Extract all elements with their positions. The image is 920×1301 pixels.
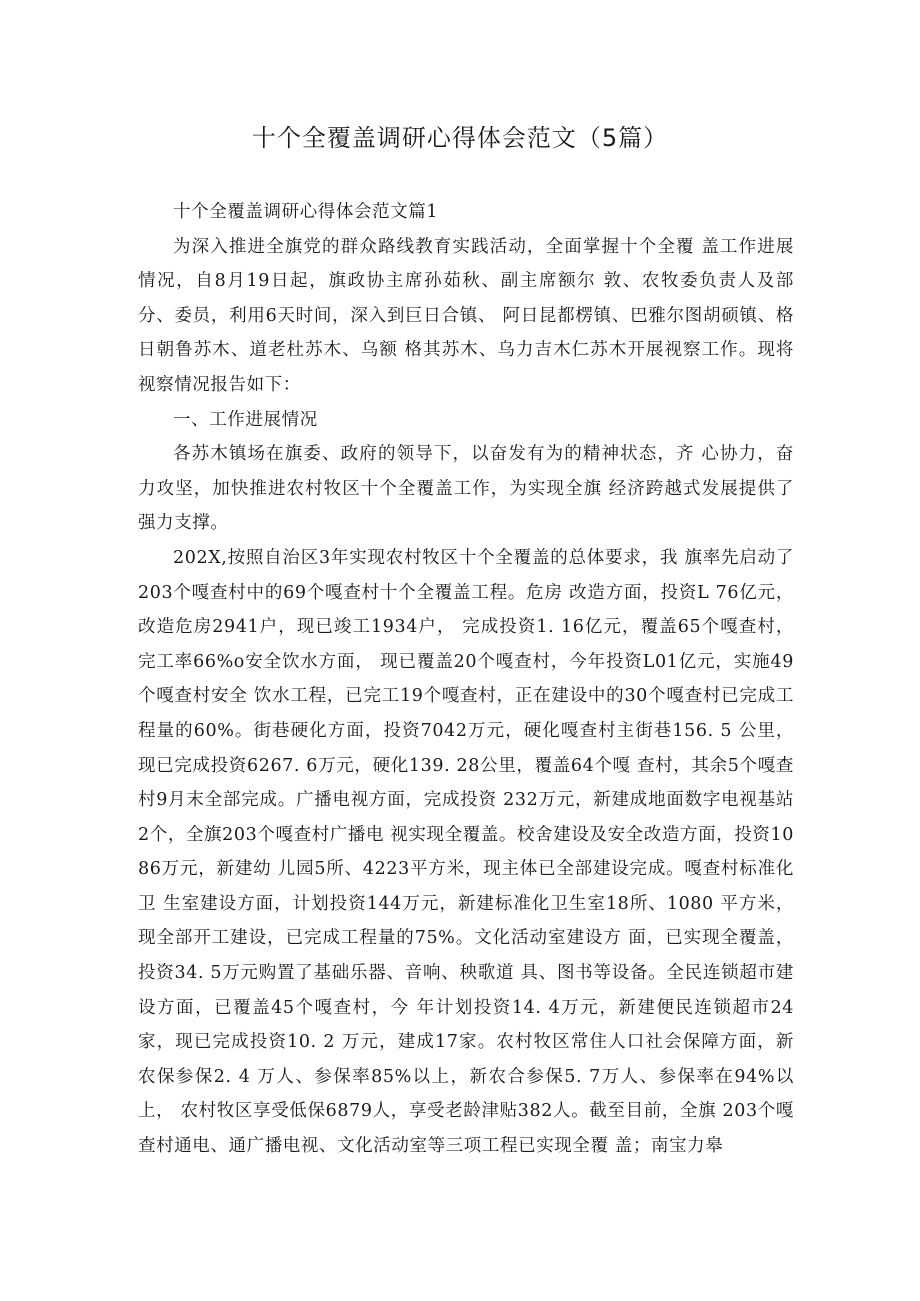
paragraph-overview: 各苏木镇场在旗委、政府的领导下，以奋发有为的精神状态，齐 心协力，奋力攻坚，加快推进农村牧区十个全覆盖工作，为实现全旗 经济跨越式发展提供了强力支撑。 <box>138 444 794 534</box>
paragraph-intro: 为深入推进全旗党的群众路线教育实践活动，全面掌握十个全覆 盖工作进展情况，自8月19日起，旗政协主席孙茹秋、副主席额尔 敦、农牧委负责人及部分、委员，利用6天时间，深入到巨日合镇、 阿日昆都楞镇、巴雅尔图胡硕镇、格日朝鲁苏木、道老杜苏木、乌额 格其苏木、乌力吉木仁苏木开展视察工作。现将视察情况报告如下： <box>138 236 794 395</box>
section-subtitle: 十个全覆盖调研心得体会范文篇1 <box>173 202 439 222</box>
document-body <box>138 195 794 1164</box>
section-heading: 一、工作进展情况 <box>173 409 318 430</box>
document-title: 十个全覆盖调研心得体会范文（5篇） <box>251 124 669 152</box>
paragraph-details: 202X,按照自治区3年实现农村牧区十个全覆盖的总体要求，我 旗率先启动了 203个嘎查村中的69个嘎查村十个全覆盖工程。危房 改造方面，投资L 76亿元，改造危房2941户，现已竣工1934户， 完成投资1. 16亿元，覆盖65个嘎查村，完工率66%o安全饮水方面， 现已覆盖20个嘎查村，今年投资L01亿元，实施49个嘎查村安全 饮水工程，已完工19个嘎查村，正在建设中的30个嘎查村已完成工 程量的60%。街巷硬化方面，投资7042万元，硬化嘎查村主街巷156. 5 公里，现已完成投资6267. 6万元，硬化139. 28公里，覆盖64个嘎 查村，其余5个嘎查村9月末全部完成。广播电视方面，完成投资 232万元，新建成地面数字电视基站2个，全旗203个嘎查村广播电 视实现全覆盖。校舍建设及安全改造方面，投资1086万元，新建幼 儿园5所、4223平方米，现主体已全部建设完成。嘎查村标准化卫 生室建设方面，计划投资144万元，新建标准化卫生室18所、1080 平方米，现全部开工建设，已完成工程量的75%。文化活动室建设方 面，已实现全覆盖，投资34. 5万元购置了基础乐器、音响、秧歌道 具、图书等设备。全民连锁超市建设方面，已覆盖45个嘎查村，今 年计划投资14. 4万元，新建便民连锁超市24家，现已完成投资10. 2 万元，建成17家。农村牧区常住人口社会保障方面，新农保参保2. 4 万人、参保率85%以上，新农合参保5. 7万人、参保率在94%以上， 农村牧区享受低保6879人，享受老龄津贴382人。截至目前，全旗 203个嘎查村通电、通广播电视、文化活动室等三项工程已实现全覆 盖；南宝力皋 <box>138 547 794 1157</box>
